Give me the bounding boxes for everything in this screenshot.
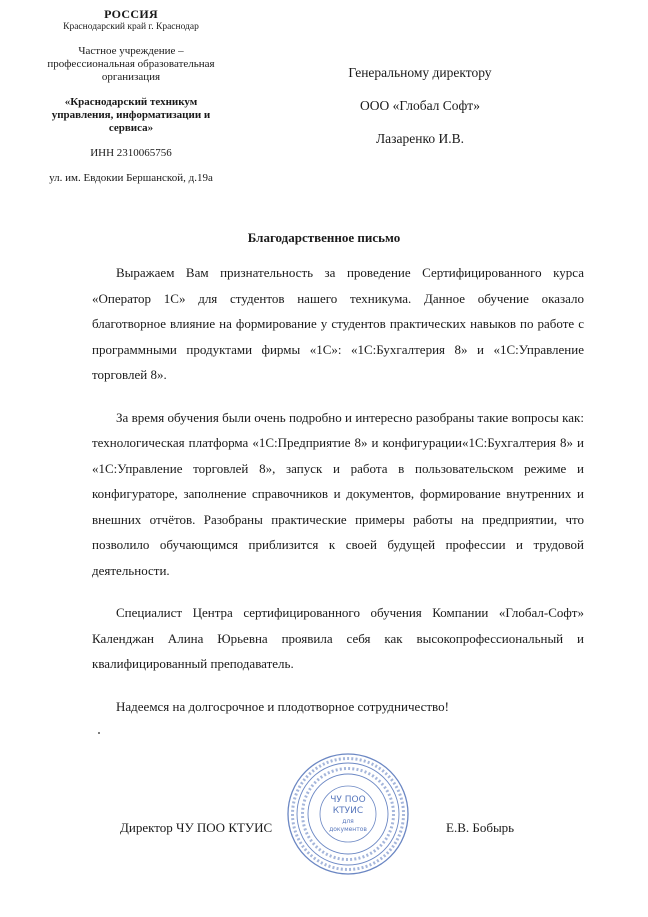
- addressee-position: Генеральному директору: [348, 65, 492, 80]
- letter-paragraph: Надеемся на долгосрочное и плодотворное сотрудничество!: [116, 698, 449, 714]
- signatory-name: Е.В. Бобырь: [446, 820, 515, 835]
- org-country: РОССИЯ: [104, 7, 158, 21]
- org-inn: ИНН 2310065756: [90, 147, 172, 159]
- addressee-name: Лазаренко И.В.: [376, 131, 464, 146]
- org-address: ул. им. Евдокии Бершанской, д.19а: [49, 172, 213, 184]
- org-name: [20, 96, 242, 135]
- letter-body: [92, 260, 584, 736]
- letter-paragraph: Выражаем Вам признательность за проведение Сертифицированного курса «Оператор 1С» для студентов нашего техникума. Данное обучение оказало благотворное влияние на формирование у студентов практических навыков по работе с программными продуктами фирмы «1С»: «1С:Бухгалтерия 8» и «1С:Управление торговлей 8».: [92, 265, 584, 382]
- addressee-company: ООО «Глобал Софт»: [360, 98, 480, 113]
- margin-dot: [98, 732, 100, 734]
- letter-paragraph: За время обучения были очень подробно и интересно разобраны такие вопросы как: технологическая платформа «1С:Предприятие 8» и конфигурации«1С:Бухгалтерия 8» и «1С:Управление торговлей 8», запуск и работа в пользовательском режиме и конфигураторе, заполнение справочников и документов, формирование внутренних и внешних отчётов. Разобраны практические примеры работы на предприятии, что позволило обучающимся приблизится к своей будущей профессии и трудовой деятельности.: [92, 409, 584, 578]
- org-type-line: организация: [101, 71, 161, 83]
- letter-paragraph: Специалист Центра сертифицированного обучения Компании «Глобал-Софт» Календжан Алина Юрьевна проявила себя как высокопрофессиональный и квалифицированный преподаватель.: [92, 605, 584, 671]
- org-type-line: Частное учреждение –: [78, 45, 184, 57]
- stamp-text: ЧУ ПОО: [330, 795, 366, 805]
- org-name-line: «Краснодарский техникум: [64, 96, 198, 108]
- signatory-position: Директор ЧУ ПОО КТУИС: [120, 820, 273, 835]
- addressee-block: [300, 56, 540, 155]
- stamp-text: для: [342, 818, 354, 825]
- org-name-line: сервиса»: [108, 122, 154, 134]
- organization-header: [20, 8, 242, 185]
- letter-title: Благодарственное письмо: [247, 230, 401, 245]
- letter-footer: [0, 820, 648, 860]
- stamp-text: документов: [329, 826, 367, 833]
- org-type-line: профессиональная образовательная: [47, 58, 215, 70]
- stamp-text: КТУИС: [332, 806, 364, 816]
- org-type: [20, 45, 242, 84]
- org-name-line: управления, информатизации и: [51, 109, 211, 121]
- org-region: Краснодарский край г. Краснодар: [63, 22, 199, 32]
